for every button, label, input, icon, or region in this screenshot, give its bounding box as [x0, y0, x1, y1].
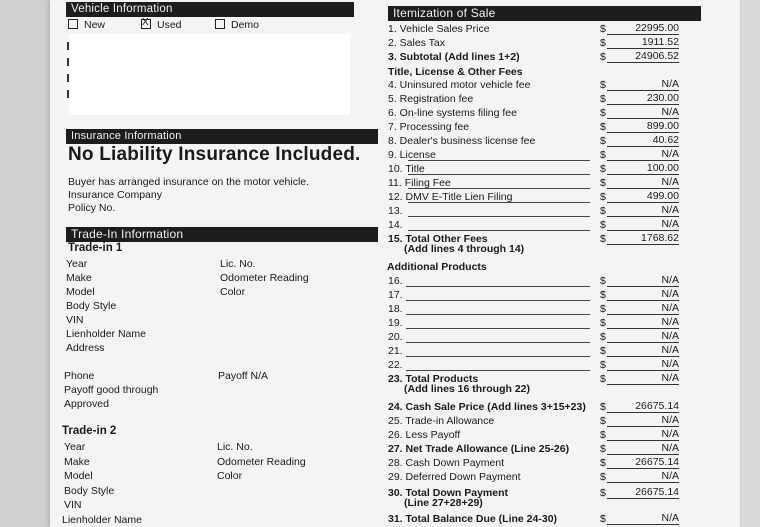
- item-label: 23. Total Products: [388, 373, 479, 385]
- item-label: 25. Trade-in Allowance: [388, 415, 495, 427]
- t2-color: Color: [217, 470, 243, 482]
- dollar-sign: $: [600, 429, 606, 441]
- item-label: 7. Processing fee: [388, 121, 470, 133]
- blank-line: [408, 230, 590, 231]
- dollar-sign: $: [600, 51, 606, 63]
- dollar-sign: $: [600, 191, 606, 203]
- item-sublabel: (Add lines 4 through 14): [404, 243, 525, 255]
- dollar-sign: $: [600, 219, 606, 231]
- t2-odometer: Odometer Reading: [217, 456, 306, 468]
- item-value: N/A: [607, 442, 679, 455]
- option-demo[interactable]: Demo: [215, 19, 259, 31]
- blank-line: [406, 356, 590, 357]
- t2-lienholder: Lienholder Name: [62, 514, 142, 526]
- item-value: N/A: [607, 78, 679, 91]
- dollar-sign: $: [600, 135, 606, 147]
- t1-lic-no: Lic. No.: [220, 258, 256, 270]
- item-row-28: [388, 456, 692, 470]
- item-label: 27. Net Trade Allowance (Line 25-26): [388, 443, 570, 455]
- item-value: N/A: [607, 288, 679, 301]
- blank-line: [408, 188, 590, 189]
- item-label: 28. Cash Down Payment: [388, 457, 505, 469]
- item-label: 9. License: [388, 149, 436, 161]
- item-label: 17.: [388, 289, 403, 301]
- dollar-sign: $: [600, 457, 606, 469]
- trade-in-1-title: Trade-in 1: [68, 242, 123, 254]
- t1-body-style: Body Style: [66, 300, 117, 312]
- item-value: N/A: [607, 302, 679, 315]
- dollar-sign: $: [600, 289, 606, 301]
- t2-make: Make: [64, 456, 90, 468]
- item-row-17: [388, 288, 692, 302]
- insurance-header: Insurance Information: [66, 129, 378, 144]
- item-label: 10. Title: [388, 163, 425, 175]
- item-label: 21.: [388, 345, 403, 357]
- item-row-26: [388, 428, 692, 442]
- item-label: 11. Filing Fee: [388, 177, 451, 189]
- item-value: 230.00: [607, 92, 679, 105]
- checkbox-new[interactable]: [68, 19, 78, 29]
- item-value: 24906.52: [607, 50, 679, 63]
- item-row-7: [388, 120, 692, 134]
- item-row-9: [388, 148, 692, 162]
- itemization-header: Itemization of Sale: [388, 6, 701, 21]
- item-value: 1911.52: [607, 36, 679, 49]
- item-value: N/A: [607, 176, 679, 189]
- item-value: 100.00: [607, 162, 679, 175]
- dollar-sign: $: [600, 93, 606, 105]
- item-label: 12. DMV E-Title Lien Filing: [388, 191, 513, 203]
- dollar-sign: $: [600, 373, 606, 385]
- item-value: 899.00: [607, 120, 679, 133]
- t1-model: Model: [66, 286, 95, 298]
- dollar-sign: $: [600, 37, 606, 49]
- item-row-8: [388, 134, 692, 148]
- item-value: N/A: [607, 344, 679, 357]
- t1-lienholder: Lienholder Name: [66, 328, 146, 340]
- tlo-section-title: Title, License & Other Fees: [388, 66, 523, 78]
- policy-no-label: Policy No.: [68, 202, 116, 214]
- dollar-sign: $: [600, 79, 606, 91]
- blank-line: [408, 174, 590, 175]
- item-label: 20.: [388, 331, 403, 343]
- item-label: 5. Registration fee: [388, 93, 474, 105]
- item-label: 30. Total Down Payment: [388, 487, 508, 499]
- blank-line: [406, 328, 590, 329]
- option-new[interactable]: New: [68, 19, 105, 31]
- blank-line: [408, 160, 590, 161]
- item-row-10: [388, 162, 692, 176]
- item-row-21: [388, 344, 692, 358]
- dollar-sign: $: [600, 471, 606, 483]
- dollar-sign: $: [600, 513, 606, 525]
- item-value: N/A: [607, 274, 679, 287]
- item-sublabel: (Add lines 16 through 22): [404, 383, 531, 395]
- checkbox-used[interactable]: X: [141, 19, 151, 29]
- item-row-1: [388, 22, 692, 36]
- dollar-sign: $: [600, 149, 606, 161]
- item-label: 6. On-line systems filing fee: [388, 107, 517, 119]
- dollar-sign: $: [600, 205, 606, 217]
- item-row-3: [388, 50, 692, 64]
- item-value: N/A: [607, 414, 679, 427]
- option-used[interactable]: X Used: [142, 17, 182, 31]
- item-row-13: [388, 204, 692, 218]
- item-label: 13.: [388, 205, 403, 217]
- t1-color: Color: [220, 286, 246, 298]
- t2-lic-no: Lic. No.: [217, 441, 253, 453]
- item-row-27: [388, 442, 692, 456]
- dollar-sign: $: [600, 121, 606, 133]
- t1-address: Address: [66, 342, 105, 354]
- item-label: 31. Total Balance Due (Line 24-30): [388, 513, 558, 525]
- item-row-23: [388, 372, 692, 395]
- item-label: 29. Deferred Down Payment: [388, 471, 521, 483]
- t1-year: Year: [66, 258, 88, 270]
- item-sublabel: (Line 27+28+29): [404, 497, 483, 509]
- item-value: N/A: [607, 428, 679, 441]
- item-label: 26. Less Payoff: [388, 429, 461, 441]
- item-value: N/A: [607, 358, 679, 371]
- item-row-6: [388, 106, 692, 120]
- item-value: N/A: [607, 512, 679, 525]
- blank-line: [406, 314, 590, 315]
- dollar-sign: $: [600, 415, 606, 427]
- blank-line: [406, 370, 590, 371]
- dollar-sign: $: [600, 23, 606, 35]
- item-row-22: [388, 358, 692, 372]
- dollar-sign: $: [600, 177, 606, 189]
- item-value: 26675.14: [607, 486, 679, 499]
- item-value: N/A: [607, 372, 679, 385]
- item-value: N/A: [607, 148, 679, 161]
- item-value: N/A: [607, 106, 679, 119]
- item-row-16: [388, 274, 692, 288]
- item-label: 15. Total Other Fees: [388, 233, 488, 245]
- item-row-5: [388, 92, 692, 106]
- tick-mark: [67, 58, 69, 66]
- dollar-sign: $: [600, 345, 606, 357]
- item-value: N/A: [607, 204, 679, 217]
- item-label: 4. Uninsured motor vehicle fee: [388, 79, 531, 91]
- item-value: 26675.14: [607, 400, 679, 413]
- t1-approved: Approved: [64, 398, 109, 410]
- dollar-sign: $: [600, 487, 606, 499]
- checkbox-demo[interactable]: [215, 19, 225, 29]
- blank-line: [406, 286, 590, 287]
- dollar-sign: $: [600, 401, 606, 413]
- insurance-line1: Buyer has arranged insurance on the motor vehicle.: [68, 176, 310, 188]
- item-row-12: [388, 190, 692, 204]
- item-row-29: [388, 470, 692, 484]
- background-edge: [0, 0, 50, 527]
- t1-make: Make: [66, 272, 92, 284]
- item-row-2: [388, 36, 692, 50]
- vehicle-info-header: Vehicle Information: [66, 2, 354, 17]
- dollar-sign: $: [600, 233, 606, 245]
- t2-year: Year: [64, 441, 86, 453]
- t2-body-style: Body Style: [64, 485, 115, 497]
- item-row-11: [388, 176, 692, 190]
- item-value: N/A: [607, 470, 679, 483]
- item-value: 22995.00: [607, 22, 679, 35]
- item-label: 19.: [388, 317, 403, 329]
- dollar-sign: $: [600, 107, 606, 119]
- dollar-sign: $: [600, 163, 606, 175]
- t1-phone: Phone: [64, 370, 95, 382]
- t1-payoff: Payoff N/A: [218, 370, 268, 382]
- tick-mark: [67, 90, 69, 98]
- t2-vin: VIN: [64, 499, 82, 511]
- t1-vin: VIN: [66, 314, 84, 326]
- insurance-company-label: Insurance Company: [68, 189, 162, 201]
- no-insurance-headline: No Liability Insurance Included.: [68, 144, 361, 165]
- item-value: 1768.62: [607, 232, 679, 245]
- item-value: N/A: [607, 218, 679, 231]
- blank-line: [408, 216, 590, 217]
- dollar-sign: $: [600, 443, 606, 455]
- item-value: 40.62: [607, 134, 679, 147]
- item-label: 1. Vehicle Sales Price: [388, 23, 490, 35]
- blank-line: [406, 300, 590, 301]
- item-row-24: [388, 400, 692, 414]
- t2-model: Model: [64, 470, 93, 482]
- item-row-15: [388, 232, 692, 255]
- item-label: 8. Dealer's business license fee: [388, 135, 536, 147]
- dollar-sign: $: [600, 275, 606, 287]
- dollar-sign: $: [600, 331, 606, 343]
- item-label: 3. Subtotal (Add lines 1+2): [388, 51, 520, 63]
- item-value: 26675.14: [607, 456, 679, 469]
- item-row-14: [388, 218, 692, 232]
- item-row-19: [388, 316, 692, 330]
- redacted-area: [69, 34, 350, 115]
- item-label: 24. Cash Sale Price (Add lines 3+15+23): [388, 401, 586, 413]
- dollar-sign: $: [600, 303, 606, 315]
- item-value: 499.00: [607, 190, 679, 203]
- blank-line: [406, 342, 590, 343]
- item-label: 22.: [388, 359, 403, 371]
- trade-in-2-title: Trade-in 2: [62, 425, 117, 437]
- item-value: N/A: [607, 330, 679, 343]
- t1-odometer: Odometer Reading: [220, 272, 309, 284]
- t1-payoff-through: Payoff good through: [64, 384, 159, 396]
- blank-line: [408, 202, 590, 203]
- item-row-25: [388, 414, 692, 428]
- dollar-sign: $: [600, 317, 606, 329]
- item-label: 2. Sales Tax: [388, 37, 446, 49]
- trade-in-header: Trade-In Information: [66, 227, 378, 242]
- item-label: 18.: [388, 303, 403, 315]
- products-section-title: Additional Products: [387, 261, 487, 273]
- item-label: 16.: [388, 275, 403, 287]
- item-row-20: [388, 330, 692, 344]
- dollar-sign: $: [600, 359, 606, 371]
- item-row-31: [388, 512, 692, 526]
- tick-mark: [67, 42, 69, 50]
- tick-mark: [67, 74, 69, 82]
- item-row-30: [388, 486, 692, 509]
- item-row-4: [388, 78, 692, 92]
- item-value: N/A: [607, 316, 679, 329]
- item-label: 14.: [388, 219, 403, 231]
- item-row-18: [388, 302, 692, 316]
